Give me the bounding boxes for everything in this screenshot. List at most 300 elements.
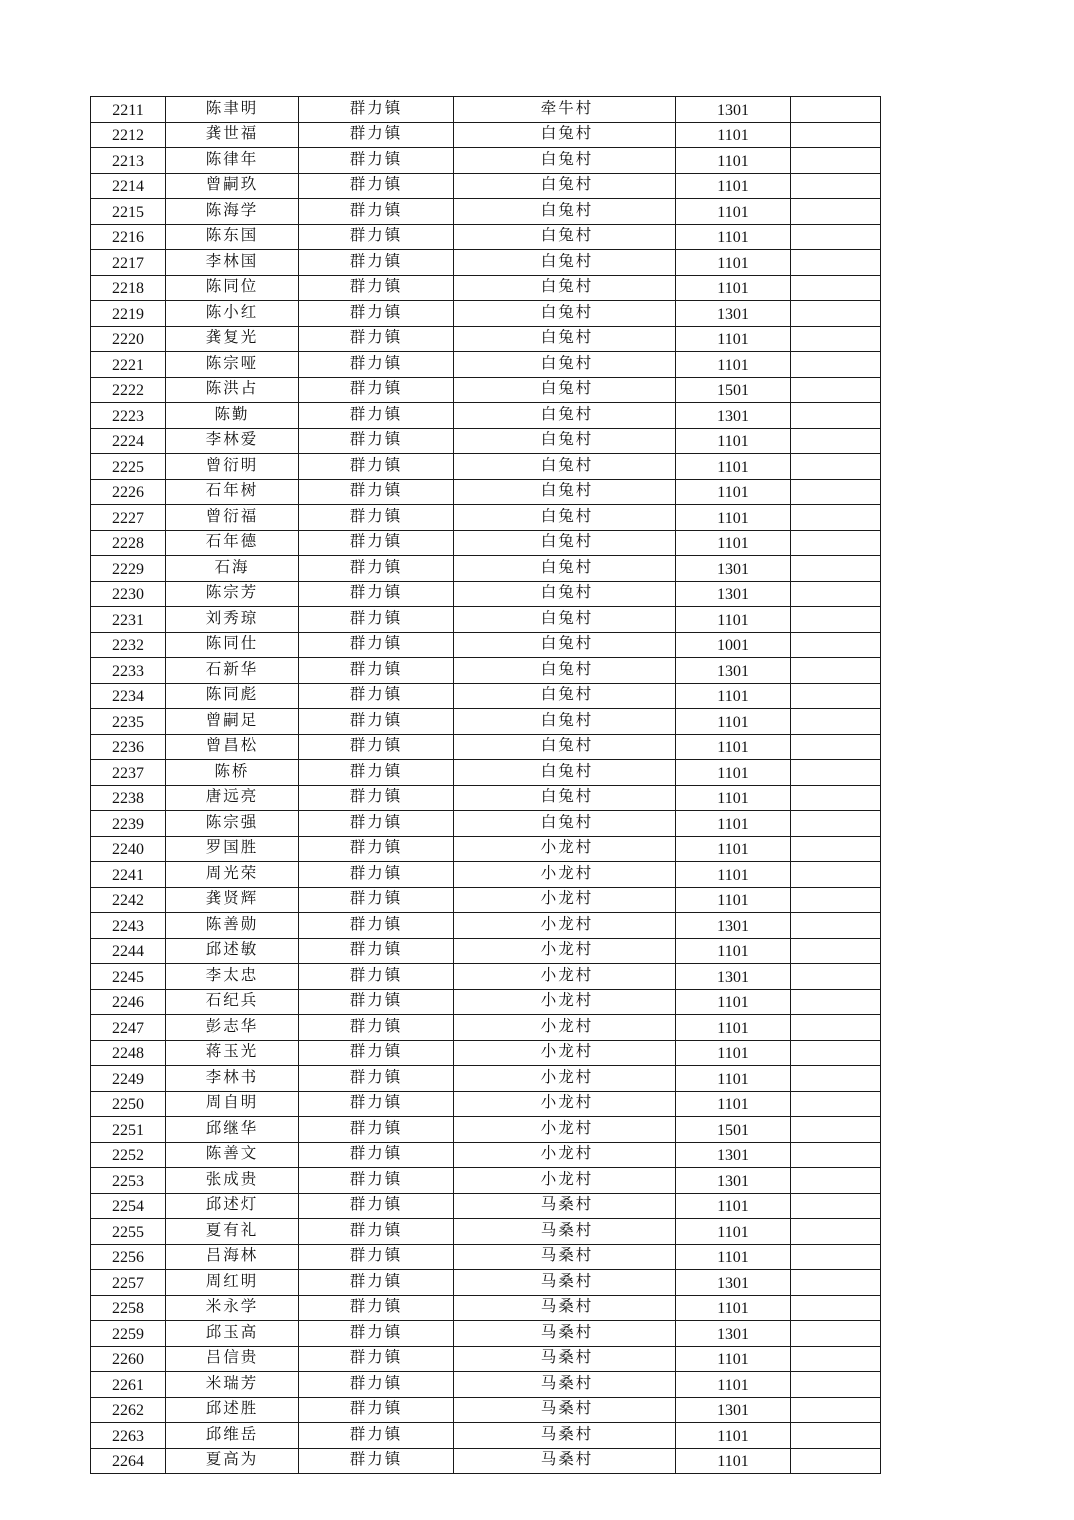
code-cell: 1301	[676, 964, 791, 990]
table-row	[91, 989, 881, 1015]
table-row	[91, 1423, 881, 1449]
town-cell: 群力镇	[299, 862, 454, 888]
remark-cell	[791, 1219, 881, 1245]
code-cell: 1301	[676, 556, 791, 582]
table-row	[91, 1193, 881, 1219]
town-cell: 群力镇	[299, 1321, 454, 1347]
table-row	[91, 454, 881, 480]
serial-number-cell: 2237	[91, 760, 166, 786]
name-cell: 夏高为	[166, 1448, 299, 1474]
remark-cell	[791, 326, 881, 352]
village-cell: 白兔村	[454, 326, 676, 352]
code-cell: 1101	[676, 734, 791, 760]
village-cell: 小龙村	[454, 1015, 676, 1041]
village-cell: 小龙村	[454, 913, 676, 939]
remark-cell	[791, 989, 881, 1015]
code-cell: 1101	[676, 811, 791, 837]
table-row	[91, 1091, 881, 1117]
code-cell: 1301	[676, 1397, 791, 1423]
table-row	[91, 250, 881, 276]
table-row	[91, 148, 881, 174]
table-row	[91, 938, 881, 964]
name-cell: 周自明	[166, 1091, 299, 1117]
village-cell: 小龙村	[454, 964, 676, 990]
village-cell: 白兔村	[454, 811, 676, 837]
village-cell: 白兔村	[454, 250, 676, 276]
table-row	[91, 199, 881, 225]
name-cell: 邱继华	[166, 1117, 299, 1143]
remark-cell	[791, 734, 881, 760]
town-cell: 群力镇	[299, 1397, 454, 1423]
remark-cell	[791, 1270, 881, 1296]
town-cell: 群力镇	[299, 607, 454, 633]
remark-cell	[791, 428, 881, 454]
village-cell: 白兔村	[454, 734, 676, 760]
remark-cell	[791, 505, 881, 531]
name-cell: 张成贵	[166, 1168, 299, 1194]
code-cell: 1301	[676, 1321, 791, 1347]
village-cell: 小龙村	[454, 989, 676, 1015]
name-cell: 石新华	[166, 658, 299, 684]
remark-cell	[791, 1091, 881, 1117]
code-cell: 1101	[676, 1346, 791, 1372]
name-cell: 邱维岳	[166, 1423, 299, 1449]
village-cell: 白兔村	[454, 785, 676, 811]
serial-number-cell: 2238	[91, 785, 166, 811]
code-cell: 1101	[676, 785, 791, 811]
town-cell: 群力镇	[299, 658, 454, 684]
serial-number-cell: 2233	[91, 658, 166, 684]
village-cell: 白兔村	[454, 683, 676, 709]
serial-number-cell: 2234	[91, 683, 166, 709]
code-cell: 1501	[676, 1117, 791, 1143]
table-row	[91, 658, 881, 684]
name-cell: 龚复光	[166, 326, 299, 352]
village-cell: 白兔村	[454, 658, 676, 684]
village-cell: 马桑村	[454, 1193, 676, 1219]
table-row	[91, 734, 881, 760]
remark-cell	[791, 148, 881, 174]
remark-cell	[791, 97, 881, 123]
table-row	[91, 1448, 881, 1474]
table-row	[91, 352, 881, 378]
remark-cell	[791, 760, 881, 786]
serial-number-cell: 2240	[91, 836, 166, 862]
code-cell: 1101	[676, 454, 791, 480]
table-row	[91, 913, 881, 939]
table-row	[91, 862, 881, 888]
serial-number-cell: 2214	[91, 173, 166, 199]
town-cell: 群力镇	[299, 224, 454, 250]
name-cell: 邱述灯	[166, 1193, 299, 1219]
village-cell: 小龙村	[454, 836, 676, 862]
village-cell: 白兔村	[454, 275, 676, 301]
serial-number-cell: 2216	[91, 224, 166, 250]
code-cell: 1101	[676, 1193, 791, 1219]
village-cell: 小龙村	[454, 887, 676, 913]
town-cell: 群力镇	[299, 1066, 454, 1092]
code-cell: 1101	[676, 683, 791, 709]
serial-number-cell: 2239	[91, 811, 166, 837]
village-cell: 小龙村	[454, 1091, 676, 1117]
code-cell: 1101	[676, 1066, 791, 1092]
town-cell: 群力镇	[299, 836, 454, 862]
town-cell: 群力镇	[299, 1346, 454, 1372]
code-cell: 1301	[676, 1142, 791, 1168]
code-cell: 1301	[676, 301, 791, 327]
table-row	[91, 122, 881, 148]
serial-number-cell: 2244	[91, 938, 166, 964]
town-cell: 群力镇	[299, 428, 454, 454]
town-cell: 群力镇	[299, 1168, 454, 1194]
town-cell: 群力镇	[299, 1091, 454, 1117]
remark-cell	[791, 1040, 881, 1066]
name-cell: 陈宗芳	[166, 581, 299, 607]
town-cell: 群力镇	[299, 1295, 454, 1321]
code-cell: 1301	[676, 913, 791, 939]
village-cell: 白兔村	[454, 607, 676, 633]
town-cell: 群力镇	[299, 173, 454, 199]
serial-number-cell: 2218	[91, 275, 166, 301]
village-cell: 小龙村	[454, 1040, 676, 1066]
table-body	[91, 97, 881, 1474]
remark-cell	[791, 275, 881, 301]
code-cell: 1101	[676, 148, 791, 174]
serial-number-cell: 2213	[91, 148, 166, 174]
code-cell: 1301	[676, 97, 791, 123]
serial-number-cell: 2229	[91, 556, 166, 582]
name-cell: 彭志华	[166, 1015, 299, 1041]
remark-cell	[791, 1066, 881, 1092]
serial-number-cell: 2212	[91, 122, 166, 148]
town-cell: 群力镇	[299, 352, 454, 378]
village-cell: 白兔村	[454, 301, 676, 327]
serial-number-cell: 2232	[91, 632, 166, 658]
remark-cell	[791, 1117, 881, 1143]
name-cell: 李林书	[166, 1066, 299, 1092]
village-cell: 白兔村	[454, 377, 676, 403]
serial-number-cell: 2227	[91, 505, 166, 531]
serial-number-cell: 2254	[91, 1193, 166, 1219]
remark-cell	[791, 301, 881, 327]
town-cell: 群力镇	[299, 811, 454, 837]
code-cell: 1301	[676, 1168, 791, 1194]
remark-cell	[791, 1142, 881, 1168]
table-row	[91, 1372, 881, 1398]
town-cell: 群力镇	[299, 275, 454, 301]
name-cell: 吕信贵	[166, 1346, 299, 1372]
name-cell: 吕海林	[166, 1244, 299, 1270]
town-cell: 群力镇	[299, 505, 454, 531]
name-cell: 陈东国	[166, 224, 299, 250]
serial-number-cell: 2252	[91, 1142, 166, 1168]
name-cell: 龚世福	[166, 122, 299, 148]
table-row	[91, 301, 881, 327]
village-cell: 小龙村	[454, 1066, 676, 1092]
table-row	[91, 326, 881, 352]
serial-number-cell: 2228	[91, 530, 166, 556]
town-cell: 群力镇	[299, 326, 454, 352]
remark-cell	[791, 1321, 881, 1347]
remark-cell	[791, 1448, 881, 1474]
serial-number-cell: 2241	[91, 862, 166, 888]
town-cell: 群力镇	[299, 1270, 454, 1296]
village-cell: 马桑村	[454, 1219, 676, 1245]
remark-cell	[791, 250, 881, 276]
code-cell: 1101	[676, 275, 791, 301]
code-cell: 1101	[676, 1423, 791, 1449]
serial-number-cell: 2215	[91, 199, 166, 225]
remark-cell	[791, 556, 881, 582]
code-cell: 1101	[676, 607, 791, 633]
village-cell: 马桑村	[454, 1346, 676, 1372]
serial-number-cell: 2258	[91, 1295, 166, 1321]
table-row	[91, 785, 881, 811]
name-cell: 陈勤	[166, 403, 299, 429]
village-cell: 小龙村	[454, 1117, 676, 1143]
name-cell: 陈善勋	[166, 913, 299, 939]
code-cell: 1101	[676, 428, 791, 454]
town-cell: 群力镇	[299, 709, 454, 735]
code-cell: 1101	[676, 352, 791, 378]
village-cell: 白兔村	[454, 148, 676, 174]
village-cell: 白兔村	[454, 403, 676, 429]
remark-cell	[791, 683, 881, 709]
village-cell: 白兔村	[454, 479, 676, 505]
name-cell: 曾嗣玖	[166, 173, 299, 199]
name-cell: 周红明	[166, 1270, 299, 1296]
code-cell: 1101	[676, 1015, 791, 1041]
village-cell: 白兔村	[454, 199, 676, 225]
table-row	[91, 403, 881, 429]
town-cell: 群力镇	[299, 199, 454, 225]
remark-cell	[791, 1397, 881, 1423]
serial-number-cell: 2230	[91, 581, 166, 607]
serial-number-cell: 2248	[91, 1040, 166, 1066]
town-cell: 群力镇	[299, 913, 454, 939]
town-cell: 群力镇	[299, 403, 454, 429]
village-cell: 白兔村	[454, 581, 676, 607]
code-cell: 1101	[676, 1244, 791, 1270]
remark-cell	[791, 224, 881, 250]
remark-cell	[791, 887, 881, 913]
serial-number-cell: 2221	[91, 352, 166, 378]
code-cell: 1101	[676, 479, 791, 505]
table-row	[91, 760, 881, 786]
serial-number-cell: 2256	[91, 1244, 166, 1270]
serial-number-cell: 2222	[91, 377, 166, 403]
name-cell: 陈宗哑	[166, 352, 299, 378]
serial-number-cell: 2219	[91, 301, 166, 327]
town-cell: 群力镇	[299, 97, 454, 123]
remark-cell	[791, 938, 881, 964]
name-cell: 夏有礼	[166, 1219, 299, 1245]
remark-cell	[791, 479, 881, 505]
code-cell: 1101	[676, 1219, 791, 1245]
serial-number-cell: 2217	[91, 250, 166, 276]
code-cell: 1101	[676, 173, 791, 199]
village-cell: 白兔村	[454, 760, 676, 786]
serial-number-cell: 2235	[91, 709, 166, 735]
name-cell: 陈善文	[166, 1142, 299, 1168]
name-cell: 陈洪占	[166, 377, 299, 403]
table-row	[91, 224, 881, 250]
name-cell: 邱述胜	[166, 1397, 299, 1423]
table-row	[91, 173, 881, 199]
town-cell: 群力镇	[299, 632, 454, 658]
code-cell: 1101	[676, 530, 791, 556]
town-cell: 群力镇	[299, 760, 454, 786]
name-cell: 龚贤辉	[166, 887, 299, 913]
village-cell: 小龙村	[454, 1142, 676, 1168]
serial-number-cell: 2211	[91, 97, 166, 123]
village-cell: 小龙村	[454, 862, 676, 888]
code-cell: 1301	[676, 1270, 791, 1296]
remark-cell	[791, 913, 881, 939]
serial-number-cell: 2242	[91, 887, 166, 913]
name-cell: 唐远亮	[166, 785, 299, 811]
name-cell: 陈律年	[166, 148, 299, 174]
serial-number-cell: 2226	[91, 479, 166, 505]
town-cell: 群力镇	[299, 887, 454, 913]
town-cell: 群力镇	[299, 122, 454, 148]
town-cell: 群力镇	[299, 581, 454, 607]
serial-number-cell: 2246	[91, 989, 166, 1015]
table-row	[91, 581, 881, 607]
code-cell: 1101	[676, 1040, 791, 1066]
village-cell: 马桑村	[454, 1321, 676, 1347]
village-cell: 白兔村	[454, 224, 676, 250]
village-cell: 马桑村	[454, 1270, 676, 1296]
table-row	[91, 377, 881, 403]
name-cell: 陈聿明	[166, 97, 299, 123]
serial-number-cell: 2220	[91, 326, 166, 352]
table-row	[91, 1066, 881, 1092]
serial-number-cell: 2243	[91, 913, 166, 939]
table-row	[91, 1295, 881, 1321]
village-cell: 白兔村	[454, 352, 676, 378]
remark-cell	[791, 1244, 881, 1270]
remark-cell	[791, 811, 881, 837]
table-row	[91, 428, 881, 454]
remark-cell	[791, 122, 881, 148]
table-row	[91, 1219, 881, 1245]
code-cell: 1101	[676, 1295, 791, 1321]
village-cell: 马桑村	[454, 1397, 676, 1423]
town-cell: 群力镇	[299, 1193, 454, 1219]
table-row	[91, 683, 881, 709]
name-cell: 邱述敏	[166, 938, 299, 964]
remark-cell	[791, 352, 881, 378]
table-row	[91, 1168, 881, 1194]
town-cell: 群力镇	[299, 938, 454, 964]
town-cell: 群力镇	[299, 377, 454, 403]
village-cell: 白兔村	[454, 454, 676, 480]
village-cell: 马桑村	[454, 1372, 676, 1398]
remark-cell	[791, 1015, 881, 1041]
code-cell: 1301	[676, 403, 791, 429]
town-cell: 群力镇	[299, 1244, 454, 1270]
village-cell: 白兔村	[454, 505, 676, 531]
remark-cell	[791, 1346, 881, 1372]
name-cell: 石纪兵	[166, 989, 299, 1015]
remark-cell	[791, 1372, 881, 1398]
remark-cell	[791, 581, 881, 607]
village-cell: 白兔村	[454, 530, 676, 556]
remark-cell	[791, 709, 881, 735]
serial-number-cell: 2247	[91, 1015, 166, 1041]
serial-number-cell: 2245	[91, 964, 166, 990]
name-cell: 陈同彪	[166, 683, 299, 709]
remark-cell	[791, 1168, 881, 1194]
code-cell: 1101	[676, 760, 791, 786]
code-cell: 1101	[676, 1091, 791, 1117]
name-cell: 刘秀琼	[166, 607, 299, 633]
serial-number-cell: 2224	[91, 428, 166, 454]
table-row	[91, 632, 881, 658]
serial-number-cell: 2249	[91, 1066, 166, 1092]
table-row	[91, 1117, 881, 1143]
code-cell: 1101	[676, 1372, 791, 1398]
code-cell: 1101	[676, 250, 791, 276]
village-cell: 马桑村	[454, 1423, 676, 1449]
town-cell: 群力镇	[299, 1015, 454, 1041]
table-row	[91, 964, 881, 990]
remark-cell	[791, 403, 881, 429]
town-cell: 群力镇	[299, 1372, 454, 1398]
village-cell: 白兔村	[454, 173, 676, 199]
town-cell: 群力镇	[299, 250, 454, 276]
code-cell: 1101	[676, 989, 791, 1015]
remark-cell	[791, 530, 881, 556]
remark-cell	[791, 607, 881, 633]
name-cell: 陈桥	[166, 760, 299, 786]
name-cell: 曾昌松	[166, 734, 299, 760]
table-row	[91, 556, 881, 582]
table-row	[91, 1142, 881, 1168]
serial-number-cell: 2250	[91, 1091, 166, 1117]
table-row	[91, 811, 881, 837]
name-cell: 蒋玉光	[166, 1040, 299, 1066]
name-cell: 陈小红	[166, 301, 299, 327]
village-cell: 牵牛村	[454, 97, 676, 123]
remark-cell	[791, 1295, 881, 1321]
name-cell: 陈海学	[166, 199, 299, 225]
serial-number-cell: 2251	[91, 1117, 166, 1143]
code-cell: 1501	[676, 377, 791, 403]
town-cell: 群力镇	[299, 683, 454, 709]
village-cell: 马桑村	[454, 1448, 676, 1474]
village-cell: 白兔村	[454, 556, 676, 582]
code-cell: 1101	[676, 709, 791, 735]
village-cell: 马桑村	[454, 1295, 676, 1321]
remark-cell	[791, 173, 881, 199]
table-row	[91, 836, 881, 862]
code-cell: 1101	[676, 326, 791, 352]
name-cell: 石年树	[166, 479, 299, 505]
code-cell: 1101	[676, 862, 791, 888]
town-cell: 群力镇	[299, 148, 454, 174]
serial-number-cell: 2236	[91, 734, 166, 760]
remark-cell	[791, 454, 881, 480]
town-cell: 群力镇	[299, 479, 454, 505]
name-cell: 李林国	[166, 250, 299, 276]
remark-cell	[791, 964, 881, 990]
town-cell: 群力镇	[299, 556, 454, 582]
town-cell: 群力镇	[299, 1423, 454, 1449]
village-cell: 小龙村	[454, 1168, 676, 1194]
name-cell: 李林爱	[166, 428, 299, 454]
